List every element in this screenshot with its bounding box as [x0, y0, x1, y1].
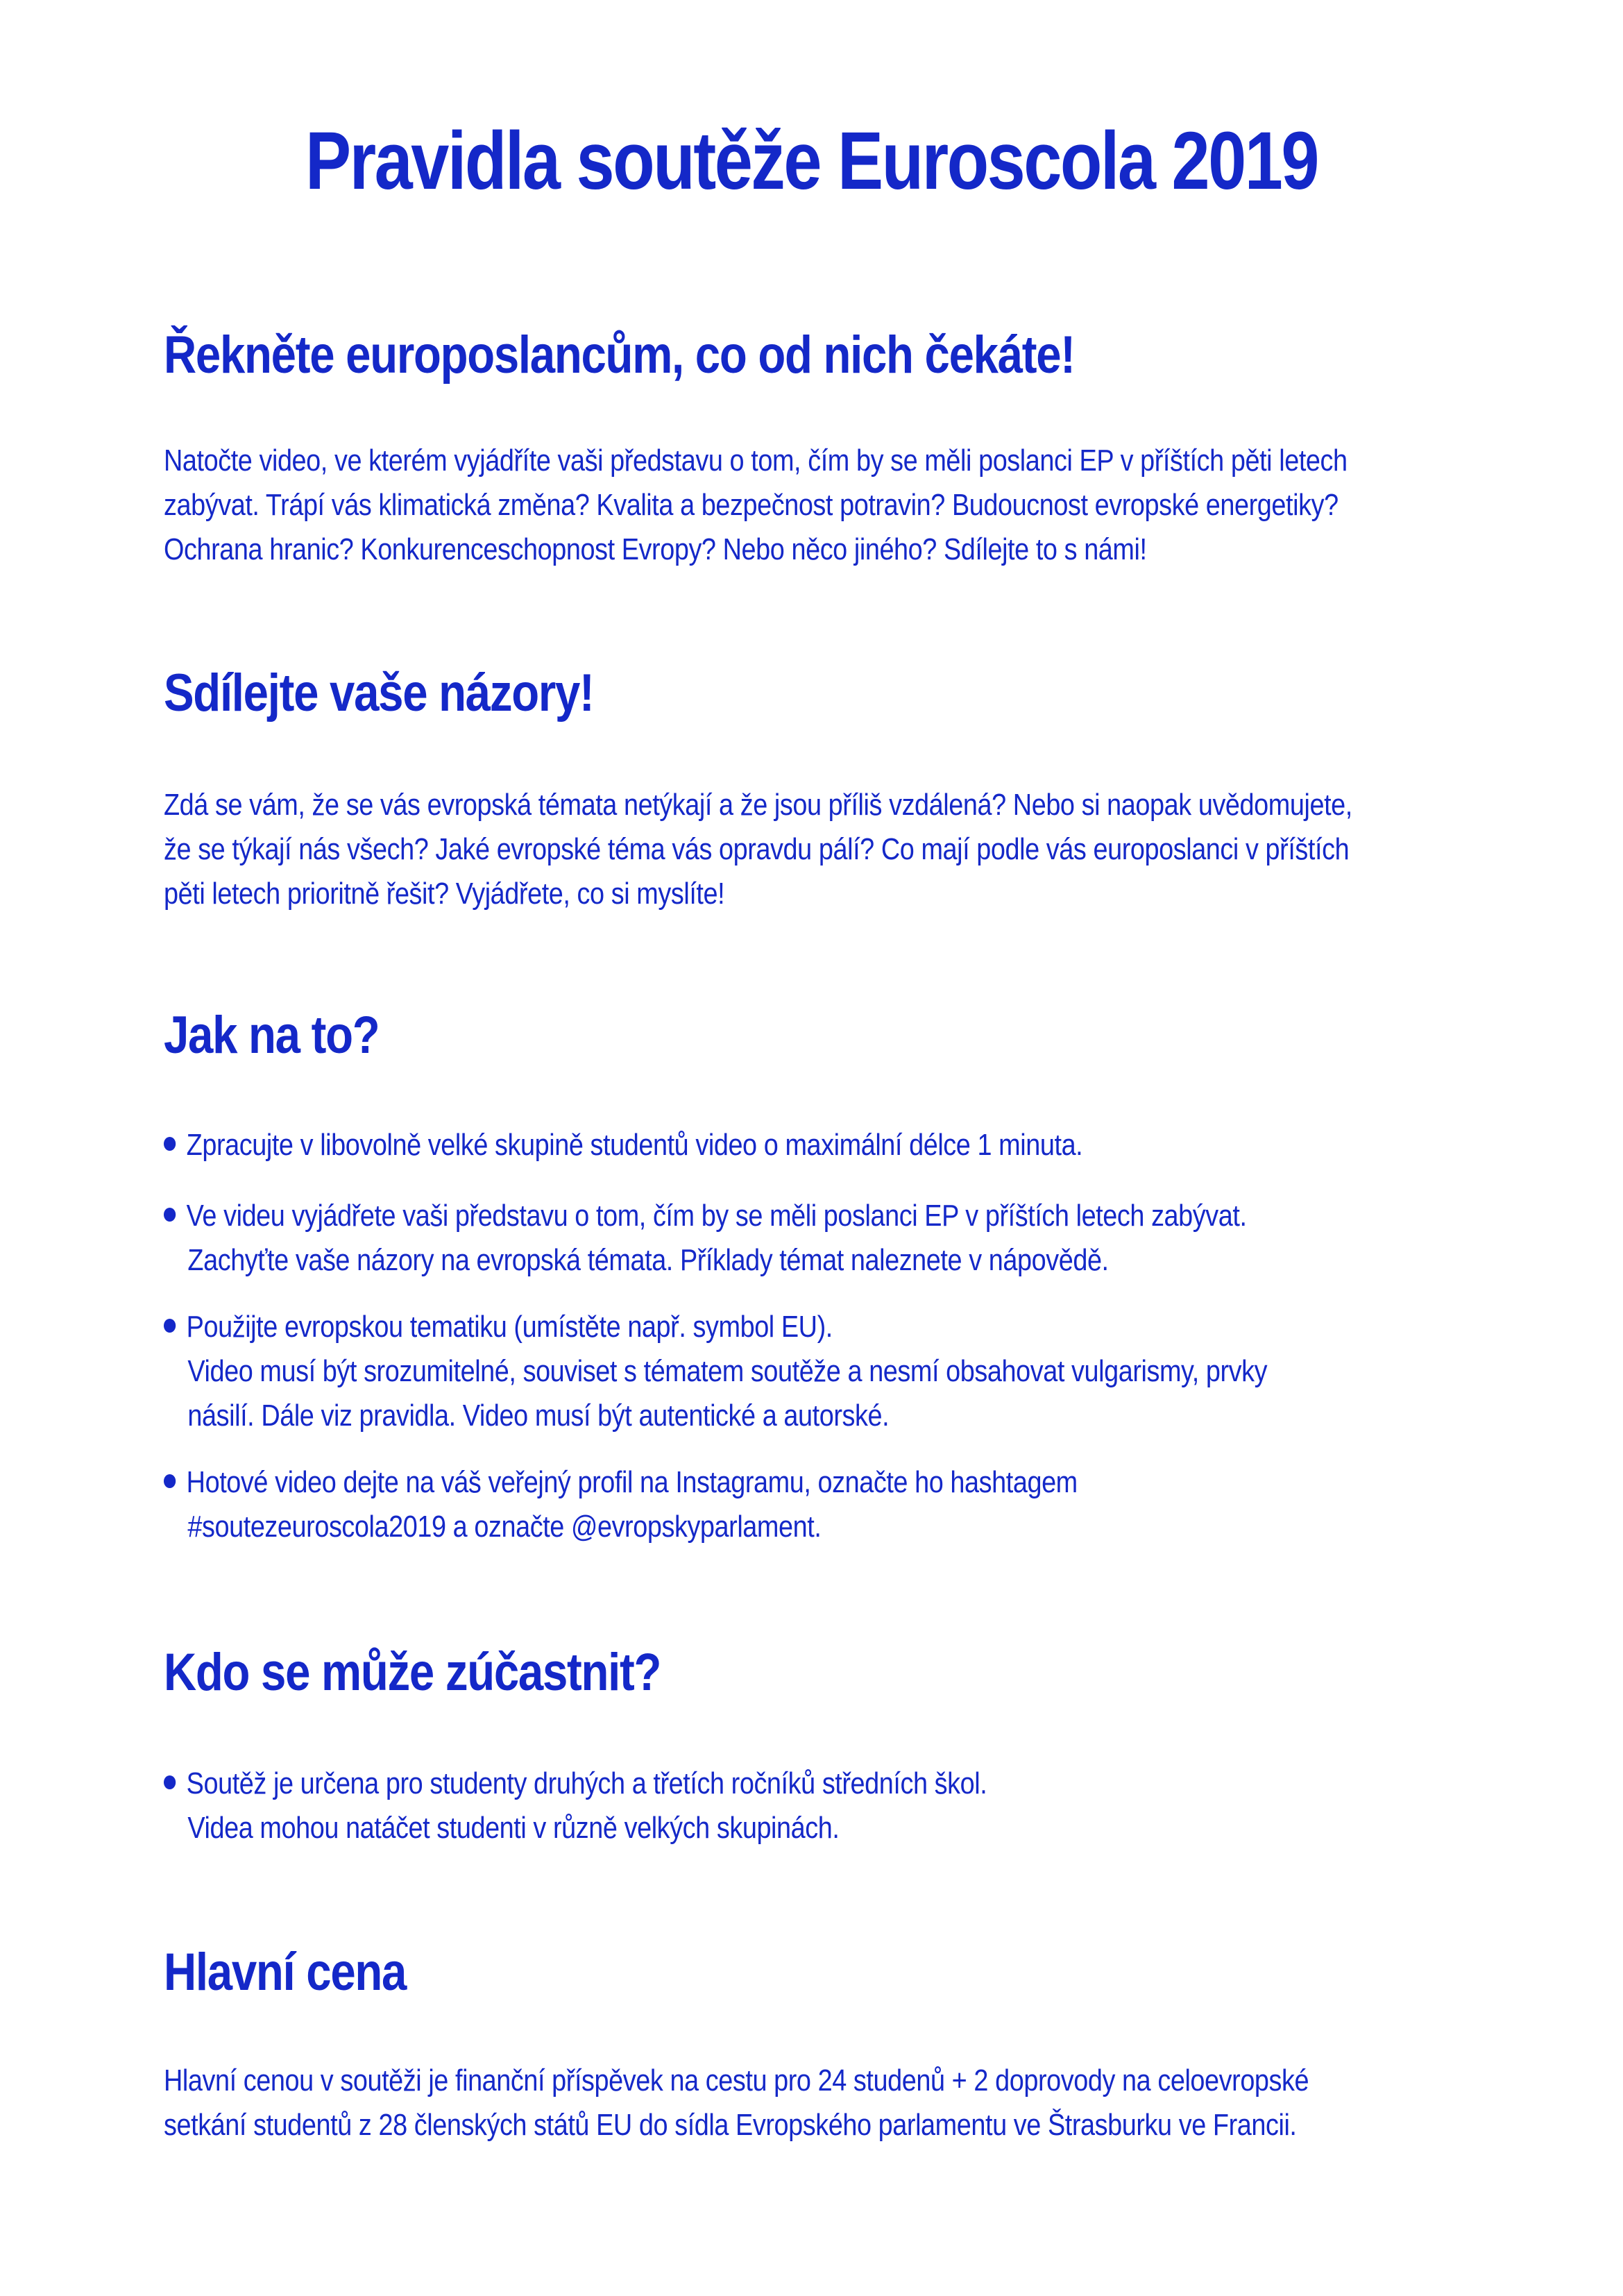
- paragraph-line: setkání studentů z 28 členských států EU do sídla Evropského parlamentu ve Štrasburku ve Francii.: [164, 2108, 1297, 2142]
- bullet-icon: [164, 1775, 176, 1789]
- bullet-line: Použijte evropskou tematiku (umístěte např. symbol EU).: [186, 1310, 833, 1344]
- list-item: [164, 1762, 1461, 1850]
- bullet-line: Video musí být srozumitelné, souviset s tématem soutěže a nesmí obsahovat vulgarismy, prvky: [187, 1354, 1268, 1388]
- paragraph-line: že se týkají nás všech? Jaké evropské téma vás opravdu pálí? Co mají podle vás europoslanci v příštích: [164, 832, 1350, 866]
- paragraph-line: Natočte video, ve kterém vyjádříte vaši představu o tom, čím by se měli poslanci EP v příštích pěti letech: [164, 444, 1348, 478]
- paragraph-line: zabývat. Trápí vás klimatická změna? Kvalita a bezpečnost potravin? Budoucnost evropské energetiky?: [164, 488, 1339, 522]
- section-heading-prize: Hlavní cena: [164, 1943, 407, 2002]
- bullet-icon: [164, 1474, 176, 1488]
- list-item: [164, 1460, 1461, 1549]
- bullet-icon: [164, 1208, 176, 1222]
- section-paragraph-prize: [164, 2059, 1461, 2147]
- section-paragraph-intro: [164, 439, 1461, 572]
- list-item: [164, 1123, 1461, 1167]
- paragraph-line: Hlavní cenou v soutěži je finanční příspěvek na cestu pro 24 studenů + 2 doprovody na celoevropské: [164, 2063, 1309, 2097]
- paragraph-line: Ochrana hranic? Konkurenceschopnost Evropy? Nebo něco jiného? Sdílejte to s námi!: [164, 532, 1147, 566]
- list-item: [164, 1194, 1461, 1283]
- section-paragraph-opinions: [164, 783, 1461, 916]
- section-heading-who: Kdo se může zúčastnit?: [164, 1643, 661, 1702]
- bullet-line: Ve videu vyjádřete vaši představu o tom, čím by se měli poslanci EP v příštích letech zabývat.: [186, 1199, 1247, 1233]
- paragraph-line: Zdá se vám, že se vás evropská témata netýkají a že jsou příliš vzdálená? Nebo si naopak uvědomujete,: [164, 788, 1352, 822]
- page-title: Pravidla soutěže Euroscola 2019: [305, 115, 1318, 207]
- section-heading-intro: Řekněte europoslancům, co od nich čekáte!: [164, 326, 1075, 385]
- bullet-line: Zpracujte v libovolně velké skupině studentů video o maximální délce 1 minuta.: [186, 1128, 1083, 1162]
- list-item: [164, 1305, 1461, 1438]
- bullet-line: Videa mohou natáčet studenti v různě velkých skupinách.: [187, 1811, 840, 1845]
- section-heading-howto: Jak na to?: [164, 1006, 380, 1065]
- bullet-icon: [164, 1137, 176, 1151]
- bullet-line: #soutezeuroscola2019 a označte @evropskyparlament.: [187, 1510, 822, 1544]
- bullet-line: Soutěž je určena pro studenty druhých a třetích ročníků středních škol.: [186, 1766, 987, 1800]
- paragraph-line: pěti letech prioritně řešit? Vyjádřete, co si myslíte!: [164, 877, 725, 911]
- bullet-line: násilí. Dále viz pravidla. Video musí být autentické a autorské.: [187, 1399, 890, 1433]
- bullet-icon: [164, 1319, 176, 1333]
- bullet-line: Hotové video dejte na váš veřejný profil na Instagramu, označte ho hashtagem: [186, 1465, 1078, 1499]
- section-heading-opinions: Sdílejte vaše názory!: [164, 664, 594, 723]
- bullet-line: Zachyťte vaše názory na evropská témata. Příklady témat naleznete v nápovědě.: [187, 1243, 1109, 1277]
